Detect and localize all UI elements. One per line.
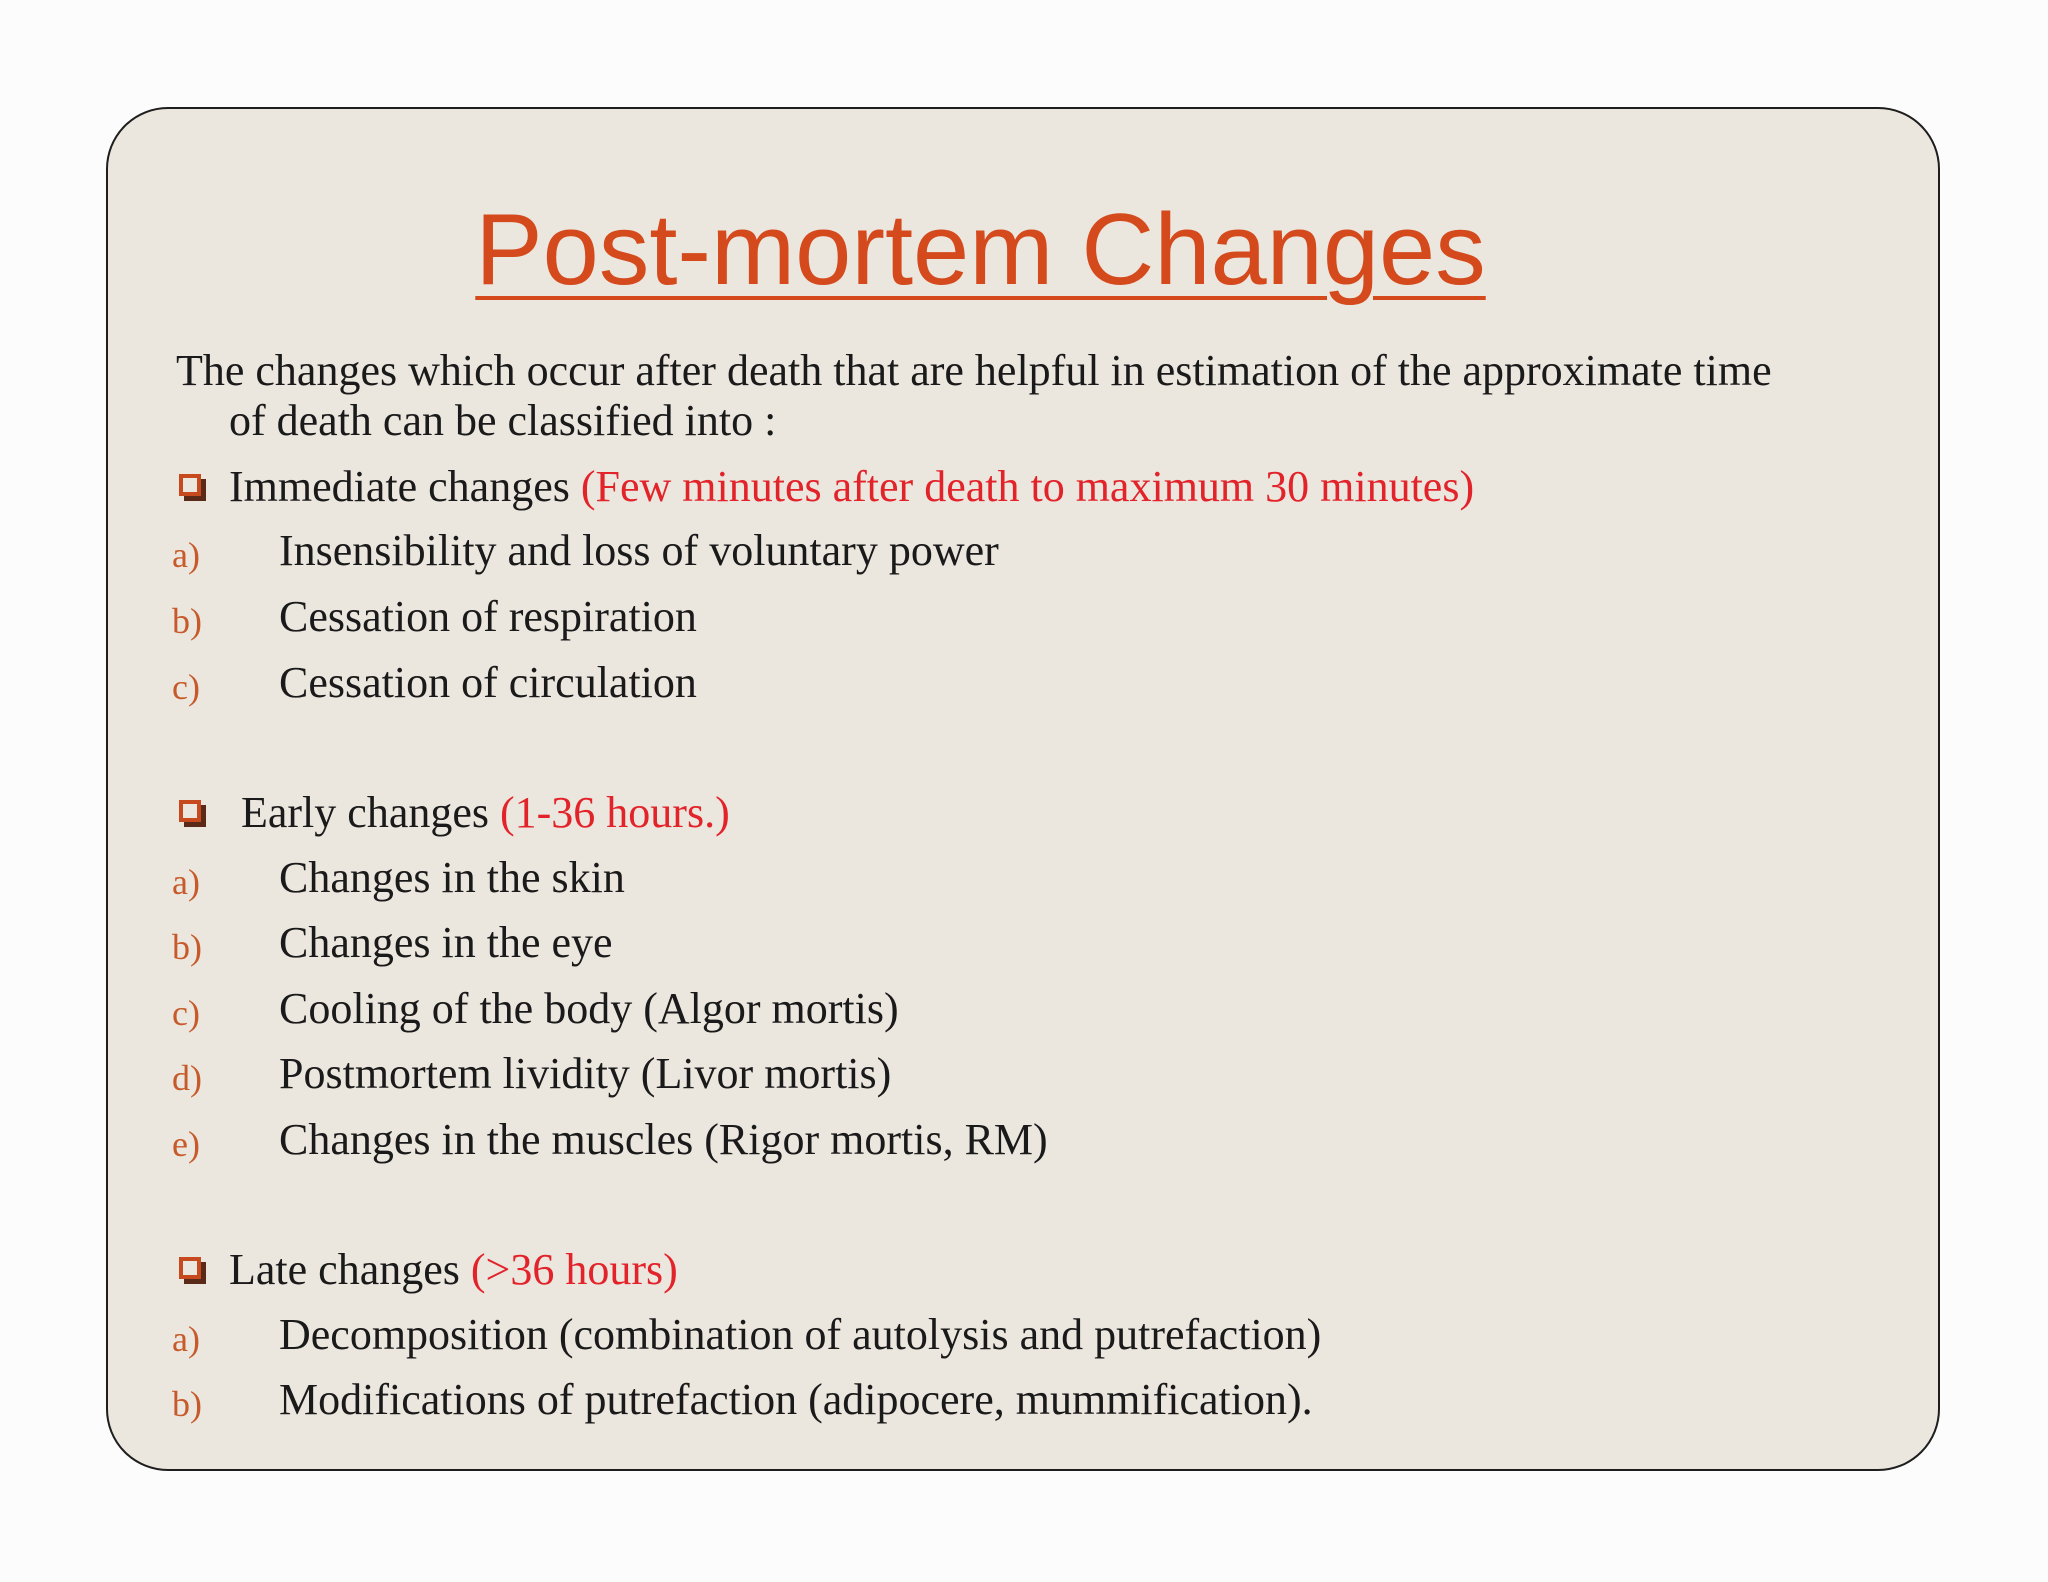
- list-item: Postmortem lividity (Livor mortis): [279, 1049, 892, 1098]
- list-marker: e): [172, 1124, 200, 1164]
- list-marker: c): [172, 993, 200, 1033]
- list-marker: a): [172, 862, 200, 902]
- list-item: Changes in the eye: [279, 918, 613, 967]
- list-item: Decomposition (combination of autolysis and putrefaction): [279, 1310, 1322, 1359]
- list-item: Cessation of circulation: [279, 658, 697, 707]
- intro-line-2: of death can be classified into :: [229, 396, 777, 445]
- list-marker: b): [172, 601, 202, 641]
- section-heading-early: [241, 788, 730, 838]
- list-marker: d): [172, 1058, 202, 1098]
- section-heading-label: Early changes: [241, 788, 489, 837]
- slide-title: Post-mortem Changes: [475, 194, 1486, 306]
- list-marker: a): [172, 1319, 200, 1359]
- section-timing: (1-36 hours.): [500, 788, 730, 837]
- list-marker: c): [172, 667, 200, 707]
- list-item: Cessation of respiration: [279, 592, 697, 641]
- list-marker: a): [172, 535, 200, 575]
- list-marker: b): [172, 1384, 202, 1424]
- list-item: Changes in the skin: [279, 853, 625, 902]
- section-heading-label: Late changes: [229, 1245, 460, 1294]
- list-item: Insensibility and loss of voluntary power: [279, 526, 999, 575]
- section-timing: (Few minutes after death to maximum 30 minutes): [580, 462, 1475, 511]
- checkbox-square-icon: [179, 474, 201, 496]
- list-item: Changes in the muscles (Rigor mortis, RM): [279, 1115, 1048, 1164]
- section-heading-late: [229, 1245, 678, 1295]
- list-item: Modifications of putrefaction (adipocere, mummification).: [279, 1375, 1313, 1424]
- section-timing: (>36 hours): [470, 1245, 678, 1294]
- checkbox-square-icon: [179, 800, 201, 822]
- checkbox-square-icon: [179, 1257, 201, 1279]
- section-heading-immediate: [229, 462, 1474, 512]
- intro-line-1: The changes which occur after death that are helpful in estimation of the approximate time: [176, 346, 1772, 395]
- section-heading-label: Immediate changes: [229, 462, 570, 511]
- list-marker: b): [172, 927, 202, 967]
- list-item: Cooling of the body (Algor mortis): [279, 984, 899, 1033]
